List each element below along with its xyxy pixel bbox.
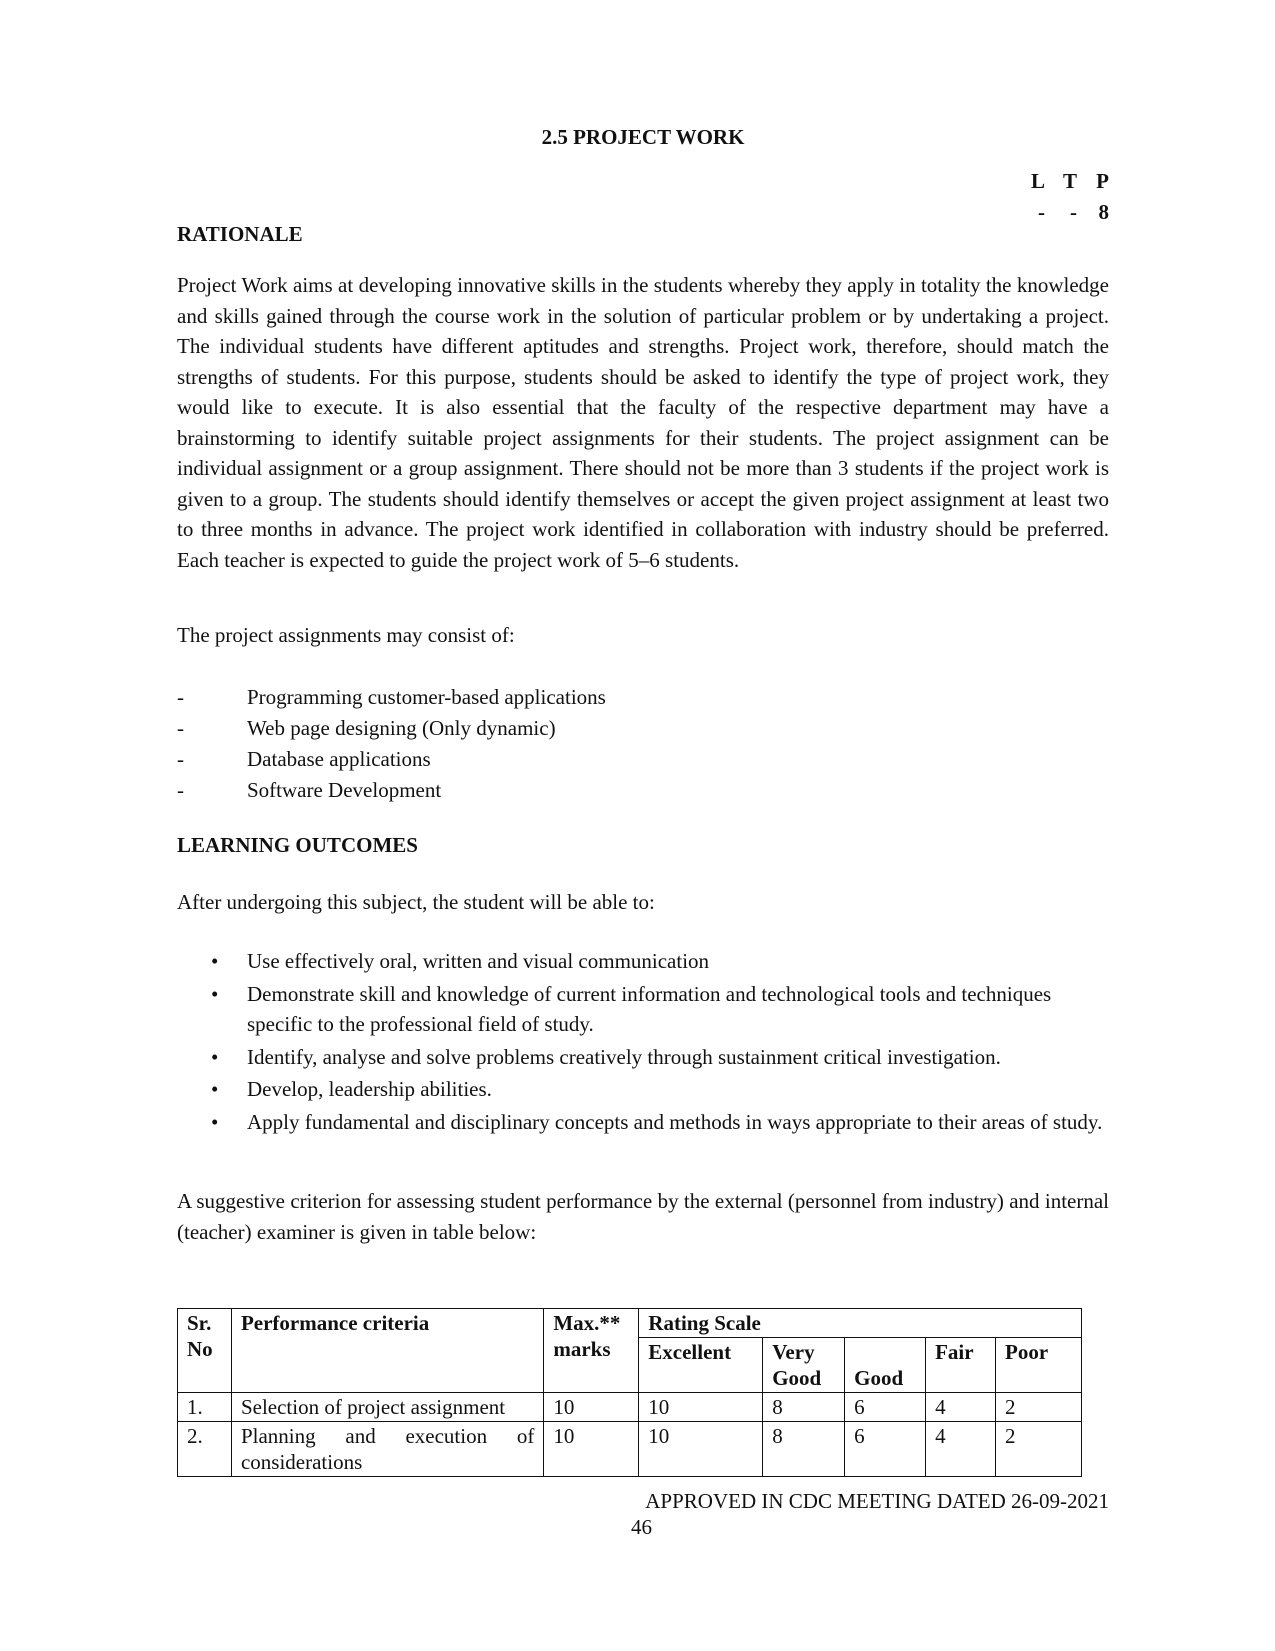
cell-very-good: 8 xyxy=(763,1422,845,1477)
header-excellent: Excellent xyxy=(639,1338,763,1393)
outcomes-list xyxy=(177,946,1109,1139)
header-very-good: Very Good xyxy=(763,1338,845,1393)
header-rating-scale: Rating Scale xyxy=(639,1309,1082,1338)
cell-good: 6 xyxy=(845,1393,926,1422)
cell-criteria: Planning and execution of considerations xyxy=(231,1422,543,1477)
header-fair: Fair xyxy=(926,1338,996,1393)
ltp-value-t: - xyxy=(1070,200,1077,224)
list-item: - Software Development xyxy=(177,778,442,802)
ltp-header-t: T xyxy=(1062,169,1077,193)
cell-excellent: 10 xyxy=(639,1422,763,1477)
cell-poor: 2 xyxy=(996,1393,1082,1422)
list-item: - Programming customer-based applications xyxy=(177,685,606,709)
project-types-list xyxy=(177,682,606,806)
header-max-marks: Max.** marks xyxy=(544,1309,639,1393)
cell-fair: 4 xyxy=(926,1393,996,1422)
cell-very-good: 8 xyxy=(763,1393,845,1422)
consist-line: The project assignments may consist of: xyxy=(177,623,515,647)
cell-sr: 2. xyxy=(178,1422,232,1477)
ltp-value-row xyxy=(1013,197,1109,228)
list-item: • Develop, leadership abilities. xyxy=(211,1077,492,1101)
outcomes-intro: After undergoing this subject, the student will be able to: xyxy=(177,890,655,914)
assessment-intro: A suggestive criterion for assessing student performance by the external (personnel from industry) and internal (teacher) examiner is given in table below: xyxy=(177,1189,1109,1244)
header-good: Good xyxy=(845,1338,926,1393)
ltp-header-row xyxy=(1013,166,1109,197)
section-title: 2.5 PROJECT WORK xyxy=(541,125,745,149)
rationale-paragraph: Project Work aims at developing innovative skills in the students whereby they apply in totality the knowledge and skills gained through the course work in the solution of particular problem or by undertaking a project. The individual students have different aptitudes and strengths. Project work, therefore, should match the strengths of students. For this purpose, students should be asked to identify the type of project work, they would like to execute. It is also essential that the faculty of the respective department may have a brainstorming to identify suitable project assignments for their students. The project assignment can be individual assignment or a group assignment. There should not be more than 3 students if the project work is given to a group. The students should identify themselves or accept the given project assignment at least two to three months in advance. The project work identified in collaboration with industry should be preferred. Each teacher is expected to guide the project work of 5–6 students. xyxy=(177,273,1109,572)
rationale-heading: RATIONALE xyxy=(177,222,303,246)
cell-poor: 2 xyxy=(996,1422,1082,1477)
header-sr-no: Sr. No xyxy=(178,1309,232,1393)
table-row xyxy=(178,1422,1082,1477)
ltp-value-l: - xyxy=(1038,200,1045,224)
list-item: • Apply fundamental and disciplinary concepts and methods in ways appropriate to their areas of study. xyxy=(211,1109,1103,1134)
cell-max: 10 xyxy=(544,1422,639,1477)
ltp-header-l: L xyxy=(1030,169,1045,193)
page-number: 46 xyxy=(631,1515,652,1539)
list-item: • Identify, analyse and solve problems creatively through sustainment critical investigation. xyxy=(211,1044,1001,1069)
cell-good: 6 xyxy=(845,1422,926,1477)
list-item: • Demonstrate skill and knowledge of current information and technological tools and techniques specific to the professional field of study. xyxy=(211,981,1052,1036)
ltp-header-p: P xyxy=(1096,169,1109,193)
table-row xyxy=(178,1393,1082,1422)
learning-outcomes-heading: LEARNING OUTCOMES xyxy=(177,833,418,857)
cell-max: 10 xyxy=(544,1393,639,1422)
ltp-block xyxy=(1013,166,1109,228)
list-item: • Use effectively oral, written and visual communication xyxy=(211,949,710,973)
table-header-row xyxy=(178,1309,1082,1338)
document-page xyxy=(177,0,1109,1651)
list-item: - Database applications xyxy=(177,747,431,771)
cell-sr: 1. xyxy=(178,1393,232,1422)
cell-criteria: Selection of project assignment xyxy=(231,1393,543,1422)
approval-footer: APPROVED IN CDC MEETING DATED 26-09-2021 xyxy=(645,1489,1109,1513)
assessment-table xyxy=(177,1308,1082,1477)
header-poor: Poor xyxy=(996,1338,1082,1393)
cell-excellent: 10 xyxy=(639,1393,763,1422)
list-item: - Web page designing (Only dynamic) xyxy=(177,716,556,740)
header-performance-criteria: Performance criteria xyxy=(231,1309,543,1393)
cell-fair: 4 xyxy=(926,1422,996,1477)
ltp-value-p: 8 xyxy=(1098,200,1109,224)
